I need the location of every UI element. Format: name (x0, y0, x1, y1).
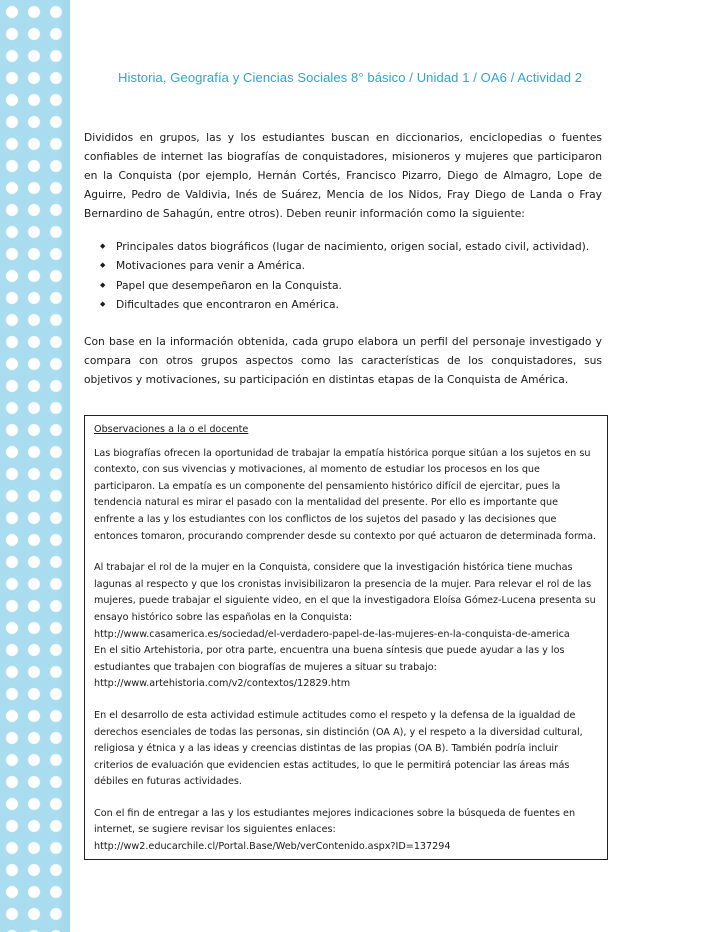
artehistoria-link[interactable]: http://www.artehistoria.com/v2/contextos/12829.htm (94, 678, 351, 690)
observations-women-text: Al trabajar el rol de la mujer en la Conquista, considere que la investigación histórica tiene muchas lagunas al respecto y que los cronistas invisibilizaron la presencia de la mujer. Para relevar el rol de las mujeres, puede trabajar el siguiente video, en el que la investigadora Eloísa Gómez-Lucena presenta su ensayo histórico sobre las españolas en la Conquista: (94, 562, 596, 623)
bullet-item: ◆ Motivaciones para venir a América. (100, 256, 600, 275)
observations-paragraph-women (94, 560, 599, 693)
observations-paragraph-empathy: Las biografías ofrecen la oportunidad de trabajar la empatía histórica porque sitúan a los sujetos en su contexto, con sus vivencias y motivaciones, al momento de estudiar los procesos en los que participaron. La empatía es un componente del pensamiento histórico difícil de ejercitar, pues la tendencia natural es mirar el pasado con la mentalidad del presente. Por ello es importante que enfrente a las y los estudiantes con los conflictos de los sujetos del pasado y las decisiones que entonces tomaron, procurando comprender desde su contexto por qué actuaron de determinada forma. (94, 447, 597, 542)
observations-title: Observaciones a la o el docente (94, 424, 249, 435)
bullet-list (100, 237, 600, 314)
educarchile-link[interactable]: http://ww2.educarchile.cl/Portal.Base/Web/verContenido.aspx?ID=137294 (94, 841, 451, 853)
page-breadcrumb: Historia, Geografía y Ciencias Sociales 8° básico / Unidad 1 / OA6 / Actividad 2 (118, 70, 583, 85)
teacher-observations-box (84, 415, 608, 860)
bullet-item: ◆ Dificultades que encontraron en América. (100, 295, 600, 314)
decorative-side-strip (0, 0, 70, 932)
observations-paragraph-sources (94, 806, 599, 856)
bullet-item: ◆ Principales datos biográficos (lugar de nacimiento, origen social, estado civil, actividad). (100, 237, 600, 256)
intro-paragraph: Divididos en grupos, las y los estudiantes buscan en diccionarios, enciclopedias o fuentes confiables de internet las biografías de conquistadores, misioneros y mujeres que participaron en la Conquista (por ejemplo, Hernán Cortés, Francisco Pizarro, Diego de Almagro, Lope de Aguirre, Pedro de Valdivia, Inés de Suárez, Mencia de los Nidos, Fray Diego de Landa o Fray Bernardino de Sahagún, entre otros). Deben reunir información como la siguiente: (84, 131, 602, 220)
bullet-item: ◆ Papel que desempeñaron en la Conquista. (100, 276, 600, 295)
observations-sources-text: Con el fin de entregar a las y los estudiantes mejores indicaciones sobre la búsqueda de fuentes en internet, se sugiere revisar los siguientes enlaces: (94, 807, 576, 836)
observations-artehistoria-text: En el sitio Artehistoria, por otra parte, encuentra una buena síntesis que puede ayudar a las y los estudiantes que trabajen con biografías de mujeres a situar su trabajo: (94, 645, 565, 673)
closing-paragraph: Con base en la información obtenida, cada grupo elabora un perfil del personaje investigado y compara con otros grupos aspectos como las características de los conquistadores, sus objetivos y motivaciones, su participación en distintas etapas de la Conquista de América. (84, 335, 602, 386)
observations-paragraph-attitudes: En el desarrollo de esta actividad estimule actitudes como el respeto y la defensa de la igualdad de derechos esenciales de todas las personas, sin distinción (OA A), y el respeto a la diversidad cultural, religiosa y étnica y a las ideas y creencias distintas de las propias (OA B). También podría incluir criterios de evaluación que evidencien estas actitudes, lo que le permitirá potenciar las áreas más débiles en futuras actividades. (94, 709, 583, 788)
casamerica-link[interactable]: http://www.casamerica.es/sociedad/el-verdadero-papel-de-las-mujeres-en-la-conquista-de-america (94, 628, 570, 640)
